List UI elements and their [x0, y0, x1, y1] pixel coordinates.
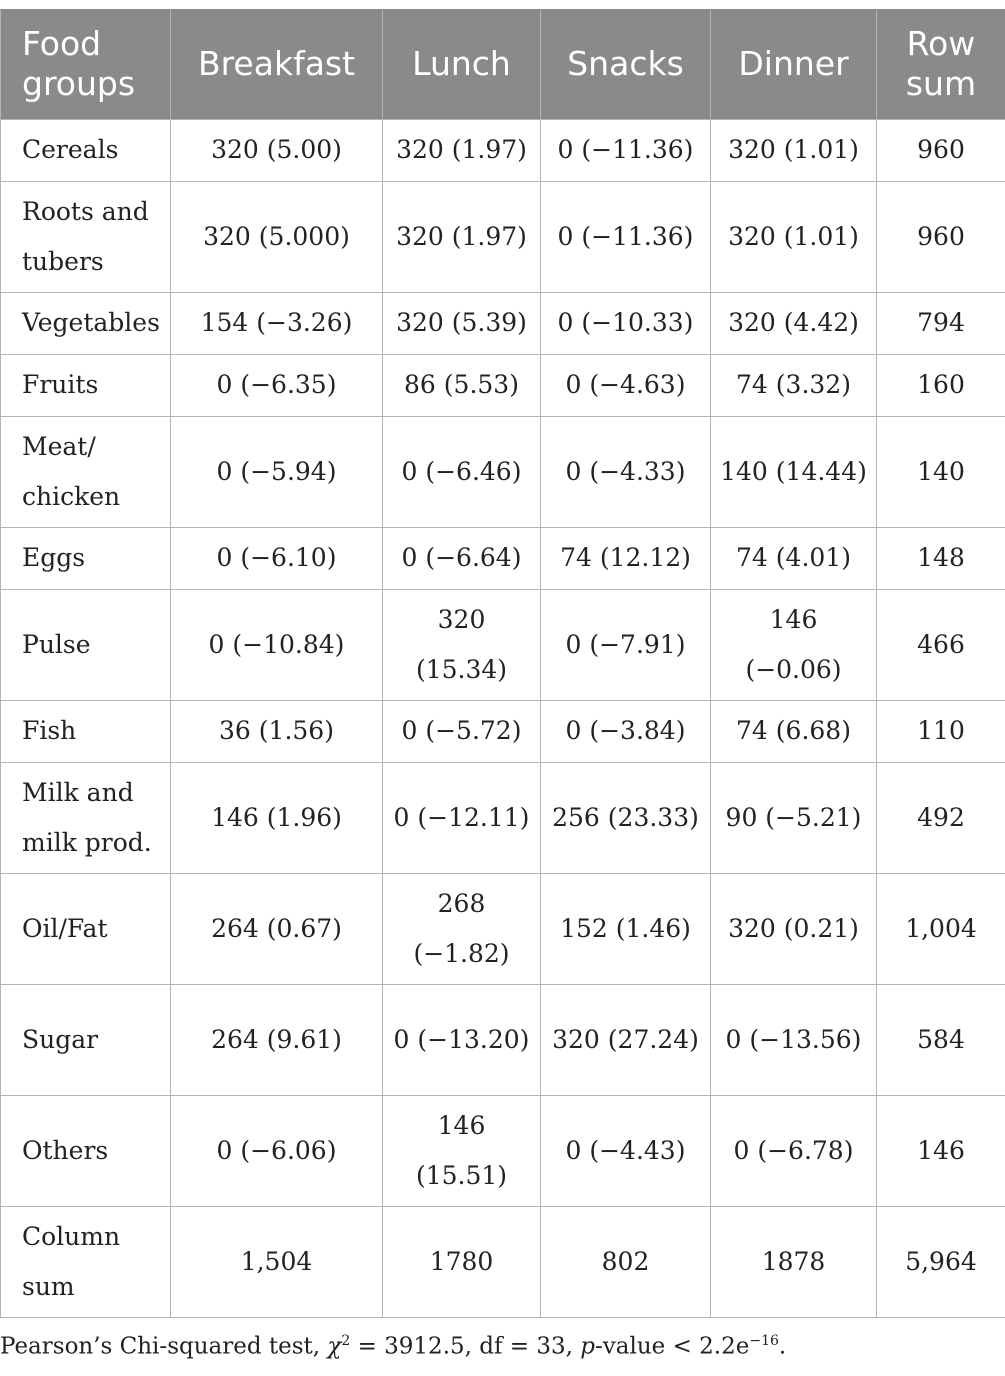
snacks-cell: 320 (27.24): [541, 984, 711, 1095]
snacks-cell: 256 (23.33): [541, 762, 711, 873]
dinner-cell: 320 (4.42): [711, 292, 877, 354]
lunch-cell: 268 (−1.82): [383, 873, 541, 984]
row-sum-cell: 1,004: [877, 873, 1005, 984]
breakfast-cell: 0 (−5.94): [171, 416, 383, 527]
header-snacks: Snacks: [541, 9, 711, 119]
food-group-cell: Others: [1, 1095, 171, 1206]
snacks-cell: 0 (−4.33): [541, 416, 711, 527]
table-row: [1, 416, 1005, 527]
breakfast-cell: 264 (9.61): [171, 984, 383, 1095]
snacks-cell: 0 (−3.84): [541, 700, 711, 762]
snacks-cell: 0 (−7.91): [541, 589, 711, 700]
lunch-cell: 320 (1.97): [383, 119, 541, 181]
food-group-cell: Pulse: [1, 589, 171, 700]
breakfast-cell: 320 (5.00): [171, 119, 383, 181]
food-group-cell: Fruits: [1, 354, 171, 416]
row-sum-cell: 110: [877, 700, 1005, 762]
breakfast-cell: 154 (−3.26): [171, 292, 383, 354]
lunch-cell: 0 (−5.72): [383, 700, 541, 762]
row-sum-cell: 160: [877, 354, 1005, 416]
food-group-cell: Cereals: [1, 119, 171, 181]
snacks-cell: 74 (12.12): [541, 527, 711, 589]
lunch-sum-cell: 1780: [383, 1206, 541, 1317]
dinner-cell: 140 (14.44): [711, 416, 877, 527]
row-sum-cell: 492: [877, 762, 1005, 873]
lunch-cell: 320 (1.97): [383, 181, 541, 292]
dinner-sum-cell: 1878: [711, 1206, 877, 1317]
snacks-cell: 0 (−11.36): [541, 119, 711, 181]
header-dinner: Dinner: [711, 9, 877, 119]
table-header: [1, 9, 1005, 119]
lunch-cell: 0 (−12.11): [383, 762, 541, 873]
food-group-cell: Sugar: [1, 984, 171, 1095]
footnote-suffix: .: [778, 1333, 787, 1360]
footnote-pvalue: -value < 2.2e: [595, 1333, 750, 1360]
snacks-cell: 0 (−4.43): [541, 1095, 711, 1206]
dinner-cell: 74 (3.32): [711, 354, 877, 416]
food-group-cell: Meat/ chicken: [1, 416, 171, 527]
lunch-cell: 320 (15.34): [383, 589, 541, 700]
food-group-cell: Roots and tubers: [1, 181, 171, 292]
dinner-cell: 0 (−13.56): [711, 984, 877, 1095]
table-footnote: [0, 1333, 786, 1360]
snacks-cell: 0 (−4.63): [541, 354, 711, 416]
lunch-cell: 146 (15.51): [383, 1095, 541, 1206]
dinner-cell: 90 (−5.21): [711, 762, 877, 873]
header-row: [1, 9, 1005, 119]
row-sum-cell: 140: [877, 416, 1005, 527]
breakfast-cell: 146 (1.96): [171, 762, 383, 873]
food-group-cell: Oil/Fat: [1, 873, 171, 984]
food-groups-table: [0, 9, 1005, 1318]
table-row: [1, 1095, 1005, 1206]
header-row-sum: Row sum: [877, 9, 1005, 119]
dinner-cell: 320 (1.01): [711, 181, 877, 292]
footnote-stats: = 3912.5, df = 33,: [350, 1333, 581, 1360]
snacks-cell: 0 (−11.36): [541, 181, 711, 292]
dinner-cell: 0 (−6.78): [711, 1095, 877, 1206]
dinner-cell: 320 (0.21): [711, 873, 877, 984]
header-breakfast: Breakfast: [171, 9, 383, 119]
dinner-cell: 146 (−0.06): [711, 589, 877, 700]
breakfast-cell: 0 (−6.10): [171, 527, 383, 589]
row-sum-cell: 148: [877, 527, 1005, 589]
row-sum-cell: 794: [877, 292, 1005, 354]
lunch-cell: 0 (−6.46): [383, 416, 541, 527]
breakfast-cell: 320 (5.000): [171, 181, 383, 292]
snacks-cell: 0 (−10.33): [541, 292, 711, 354]
footnote-prefix: Pearson’s Chi-squared test,: [0, 1333, 328, 1360]
snacks-sum-cell: 802: [541, 1206, 711, 1317]
chi-exponent: 2: [341, 1333, 351, 1349]
breakfast-cell: 264 (0.67): [171, 873, 383, 984]
breakfast-cell: 0 (−6.06): [171, 1095, 383, 1206]
p-exponent: −16: [749, 1333, 779, 1349]
food-group-cell: Fish: [1, 700, 171, 762]
grand-total-cell: 5,964: [877, 1206, 1005, 1317]
table-row: [1, 354, 1005, 416]
header-food-groups: Food groups: [1, 9, 171, 119]
table-row: [1, 873, 1005, 984]
dinner-cell: 74 (6.68): [711, 700, 877, 762]
row-sum-cell: 960: [877, 119, 1005, 181]
table-row: [1, 984, 1005, 1095]
table-row: [1, 589, 1005, 700]
lunch-cell: 320 (5.39): [383, 292, 541, 354]
food-group-cell: Milk and milk prod.: [1, 762, 171, 873]
table-row: [1, 292, 1005, 354]
food-group-cell: Eggs: [1, 527, 171, 589]
chi-symbol: χ: [327, 1333, 342, 1360]
lunch-cell: 0 (−13.20): [383, 984, 541, 1095]
breakfast-cell: 36 (1.56): [171, 700, 383, 762]
table-row: [1, 119, 1005, 181]
lunch-cell: 86 (5.53): [383, 354, 541, 416]
dinner-cell: 320 (1.01): [711, 119, 877, 181]
table-row: [1, 762, 1005, 873]
breakfast-sum-cell: 1,504: [171, 1206, 383, 1317]
row-sum-cell: 960: [877, 181, 1005, 292]
table-row: [1, 527, 1005, 589]
row-sum-cell: 146: [877, 1095, 1005, 1206]
breakfast-cell: 0 (−6.35): [171, 354, 383, 416]
table-row: [1, 181, 1005, 292]
row-sum-cell: 466: [877, 589, 1005, 700]
snacks-cell: 152 (1.46): [541, 873, 711, 984]
column-sum-row: [1, 1206, 1005, 1317]
breakfast-cell: 0 (−10.84): [171, 589, 383, 700]
p-label: p: [580, 1333, 596, 1360]
row-sum-cell: 584: [877, 984, 1005, 1095]
food-group-cell: Vegetables: [1, 292, 171, 354]
table-row: [1, 700, 1005, 762]
header-lunch: Lunch: [383, 9, 541, 119]
lunch-cell: 0 (−6.64): [383, 527, 541, 589]
dinner-cell: 74 (4.01): [711, 527, 877, 589]
table-body: [1, 119, 1005, 1317]
column-sum-label: Column sum: [1, 1206, 171, 1317]
